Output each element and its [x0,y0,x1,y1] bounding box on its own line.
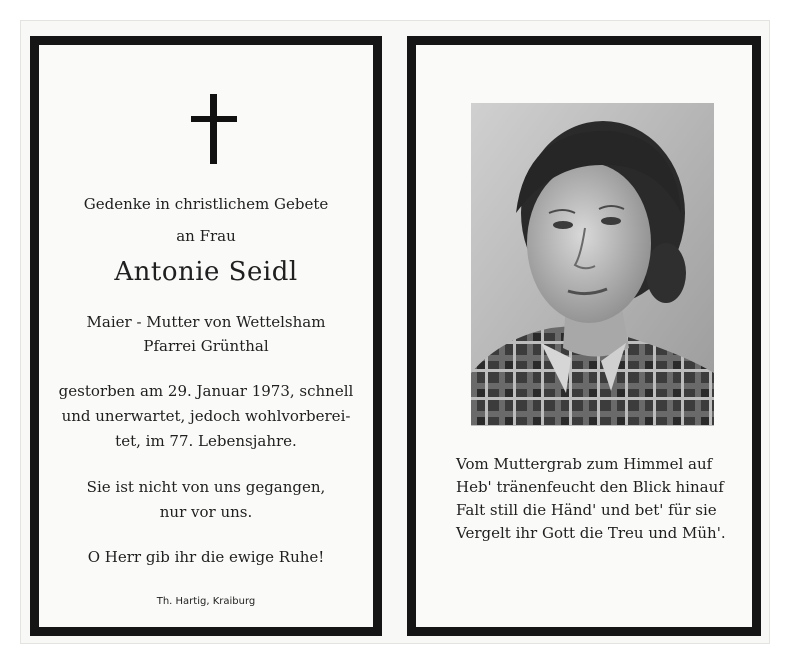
verse-line-2: Heb' tränenfeucht den Blick hinauf [456,478,724,496]
verse-line-3: Falt still die Händ' und bet' für sie [456,501,717,519]
role-line: Maier - Mutter von Wettelsham [86,313,326,331]
verse-line-4: Vergelt ihr Gott die Treu und Müh'. [456,524,726,542]
death-line-2: und unerwartet, jedoch wohlvorberei- [61,407,351,425]
death-line-3: tet, im 77. Lebensjahre. [115,432,297,450]
deceased-name: Antonie Seidl [114,257,298,287]
not-gone-line-1: Sie ist nicht von uns gegangen, [86,478,326,496]
death-line-1: gestorben am 29. Januar 1973, schnell [58,382,354,400]
prayer-line: O Herr gib ihr die ewige Ruhe! [87,548,325,566]
parish-line: Pfarrei Grünthal [143,337,269,355]
verse-line-1: Vom Muttergrab zum Himmel auf [456,455,713,473]
not-gone-line-2: nur vor uns. [159,503,253,521]
cross-icon [191,94,237,164]
printer-credit: Th. Hartig, Kraiburg [156,596,256,607]
remembrance-line: Gedenke in christlichem Gebete [83,195,329,213]
salutation-line: an Frau [176,227,236,245]
right-panel [407,36,761,636]
left-panel [30,36,382,636]
portrait-photo [471,103,714,426]
